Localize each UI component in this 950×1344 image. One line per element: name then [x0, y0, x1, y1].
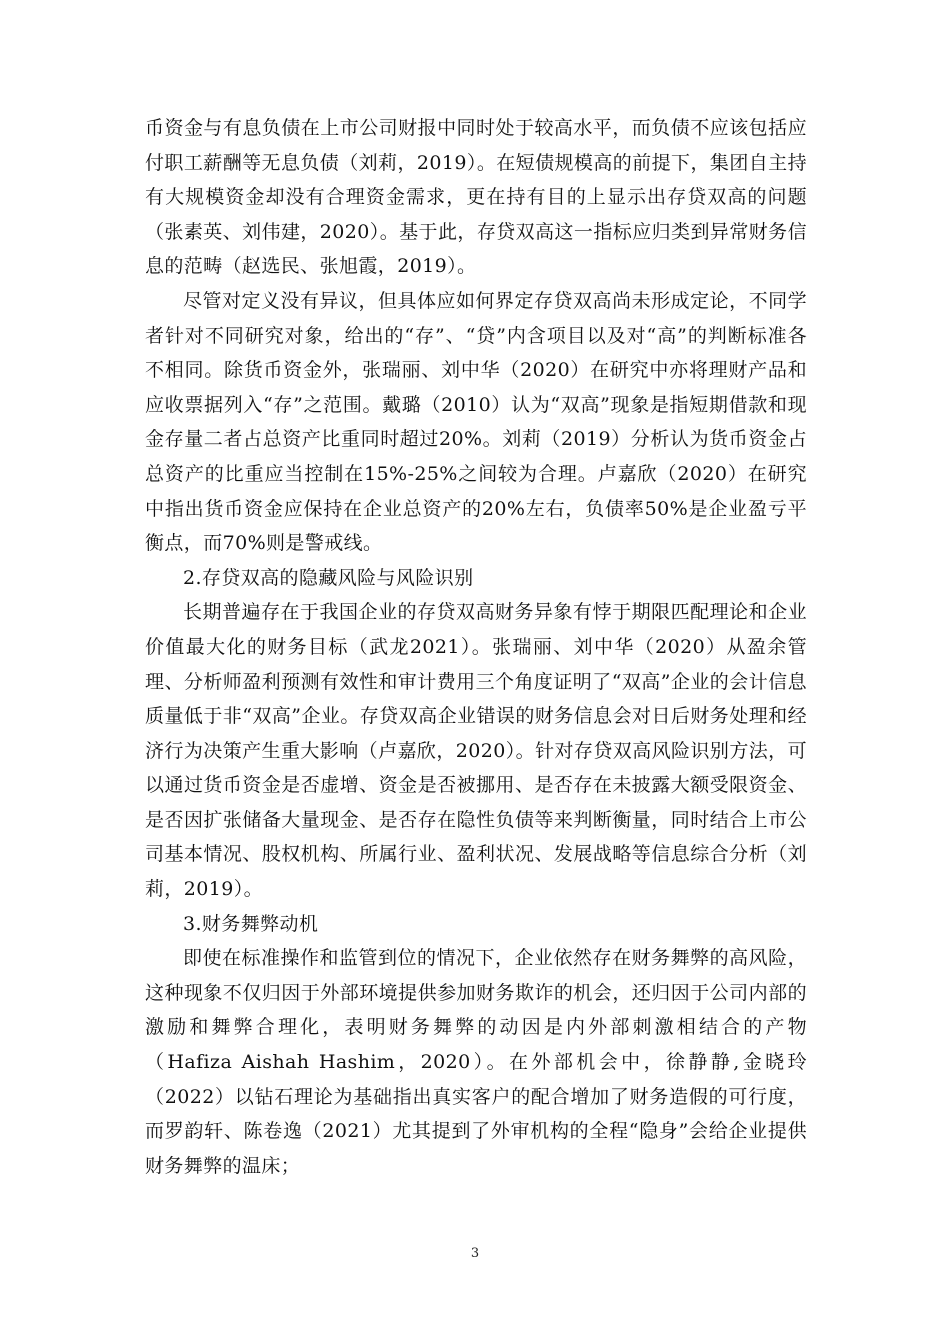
paragraph-1: 币资金与有息负债在上市公司财报中同时处于较高水平，而负债不应该包括应付职工薪酬等无息负债（刘莉，2019）。在短债规模高的前提下，集团自主持有大规模资金却没有合理资金需求，更在持有目的上显示出存贷双高的问题（张素英、刘伟建，2020）。基于此，存贷双高这一指标应归类到异常财务信息的范畴（赵选民、张旭霞，2019）。 [145, 117, 807, 278]
document-body [145, 111, 807, 1183]
paragraph-2: 尽管对定义没有异议，但具体应如何界定存贷双高尚未形成定论，不同学者针对不同研究对象，给出的“存”、“贷”内含项目以及对“高”的判断标准各不相同。除货币资金外，张瑞丽、刘中华（2020）在研究中亦将理财产品和应收票据列入“存”之范围。戴璐（2010）认为“双高”现象是指短期借款和现金存量二者占总资产比重同时超过20%。刘莉（2019）分析认为货币资金占总资产的比重应当控制在15%-25%之间较为合理。卢嘉欣（2020）在研究中指出货币资金应保持在企业总资产的20%左右，负债率50%是企业盈亏平衡点，而70%则是警戒线。 [145, 289, 807, 555]
section-heading-3: 3.财务舞弊动机 [183, 912, 319, 935]
section-heading-2: 2.存贷双高的隐藏风险与风险识别 [183, 566, 474, 589]
paragraph-3: 长期普遍存在于我国企业的存贷双高财务异象有悖于期限匹配理论和企业价值最大化的财务目标（武龙2021）。张瑞丽、刘中华（2020）从盈余管理、分析师盈利预测有效性和审计费用三个角度证明了“双高”企业的会计信息质量低于非“双高”企业。存贷双高企业错误的财务信息会对日后财务处理和经济行为决策产生重大影响（卢嘉欣，2020）。针对存贷双高风险识别方法，可以通过货币资金是否虚增、资金是否被挪用、是否存在未披露大额受限资金、是否因扩张储备大量现金、是否存在隐性负债等来判断衡量，同时结合上市公司基本情况、股权机构、所属行业、盈利状况、发展战略等信息综合分析（刘莉，2019）。 [145, 601, 807, 901]
paragraph-4: 即使在标准操作和监管到位的情况下，企业依然存在财务舞弊的高风险，这种现象不仅归因于外部环境提供参加财务欺诈的机会，还归因于公司内部的激励和舞弊合理化，表明财务舞弊的动因是内外部刺激相结合的产物（Hafiza Aishah Hashim，2020）。在外部机会中，徐静静,金晓玲（2022）以钻石理论为基础指出真实客户的配合增加了财务造假的可行度，而罗韵轩、陈卷逸（2021）尤其提到了外审机构的全程“隐身”会给企业提供财务舞弊的温床； [145, 947, 807, 1177]
page-number: 3 [470, 1246, 480, 1261]
